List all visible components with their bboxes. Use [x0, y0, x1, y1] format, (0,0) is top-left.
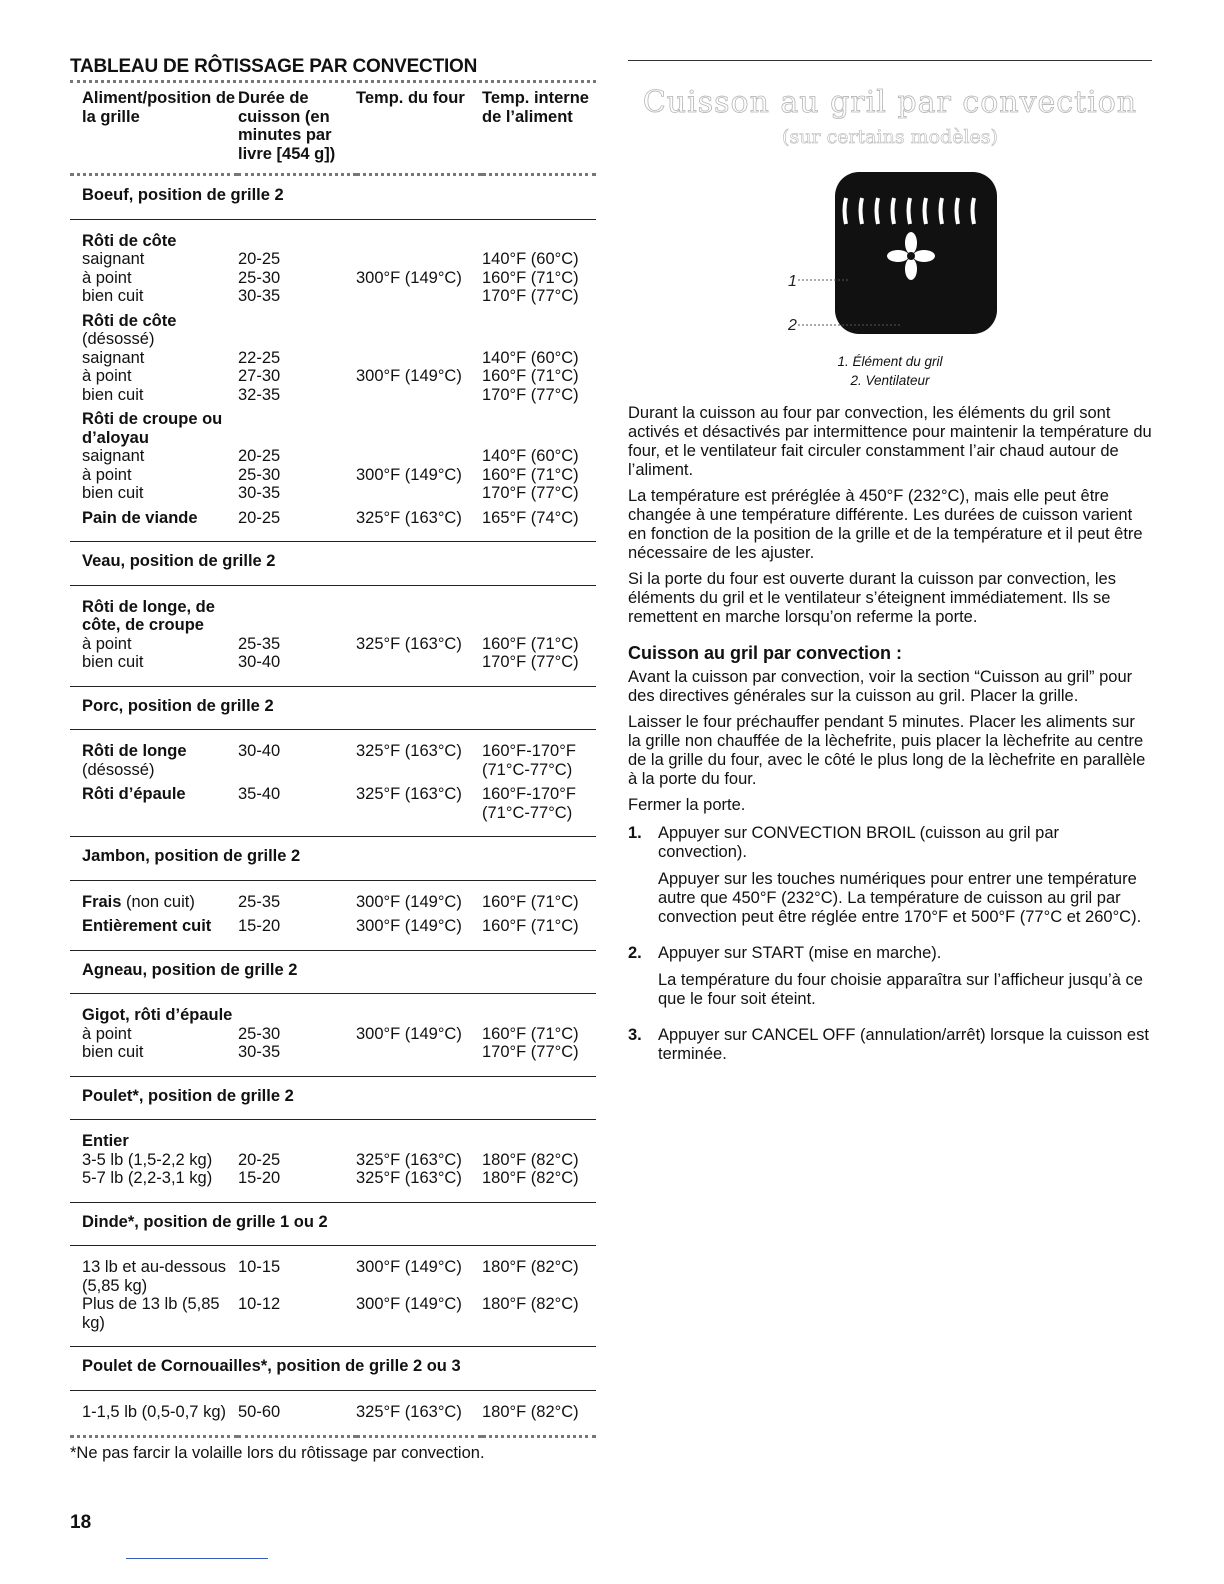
cell-food: Rôti de longe: [82, 742, 187, 760]
cell-cook-time: 10-12: [238, 1295, 356, 1347]
cell-internal-temp: 140°F (60°C): [482, 447, 579, 465]
cell-oven-temp: 325°F (163°C): [356, 785, 462, 803]
section-top-rule: [628, 60, 1152, 61]
cell-cook-time: 25-35: [238, 634, 281, 653]
section-title: Porc, position de grille 2: [70, 686, 596, 730]
cell-cook-time: [238, 330, 356, 349]
cell-oven-temp: 325°F (163°C): [356, 503, 482, 542]
cell-cook-time: 20-25: [238, 447, 281, 465]
cell-food: Rôti de côte: [82, 231, 177, 250]
cell-cook-time: 30-40: [238, 742, 281, 760]
table-row: [70, 1169, 596, 1202]
cell-internal-temp: 170°F (77°C): [482, 653, 596, 686]
table-row: [70, 994, 596, 1025]
cell-internal-temp: 170°F (77°C): [482, 385, 579, 404]
cell-cook-time: [238, 994, 356, 1025]
oven-diagram-svg: [628, 148, 1152, 348]
table-row: [70, 635, 596, 654]
table-row: [70, 779, 596, 804]
table-row: [70, 349, 596, 368]
cell-oven-temp: [356, 447, 482, 466]
table-header-row: [70, 83, 596, 175]
cell-cook-time: 25-30: [238, 1024, 281, 1043]
step-text: Appuyer sur CONVECTION BROIL (cuisson au gril par convection).: [658, 824, 1060, 861]
cell-oven-temp: 300°F (149°C): [356, 268, 462, 287]
cell-cook-time: 30-35: [238, 1043, 356, 1076]
cell-oven-temp: [356, 404, 482, 447]
table-row: [70, 911, 596, 950]
table-section-header: [70, 1347, 596, 1391]
cell-cook-time: [238, 1120, 356, 1151]
convection-broil-section: [628, 60, 1152, 1072]
cell-food: Plus de 13 lb (5,85 kg): [70, 1295, 238, 1347]
table-row: [70, 653, 596, 686]
cell-internal-temp: [482, 585, 596, 635]
cell-cook-time: [238, 585, 356, 635]
cell-food: bien cuit: [82, 385, 144, 404]
cell-cook-time: 20-25: [238, 250, 281, 268]
cell-cook-time: [238, 306, 356, 331]
cell-food: saignant: [82, 250, 145, 268]
cell-oven-temp: [356, 585, 482, 635]
table-row: [70, 269, 596, 288]
table-row: [70, 367, 596, 386]
step-text: Appuyer sur CANCEL OFF (annulation/arrêt) lorsque la cuisson est terminée.: [658, 1026, 1149, 1063]
cell-internal-temp: [482, 994, 596, 1025]
cell-food: bien cuit: [70, 653, 238, 686]
cell-internal-temp: [482, 330, 596, 349]
table-row: [70, 1246, 596, 1296]
cell-food: bien cuit: [82, 287, 144, 305]
table-row: [70, 804, 596, 837]
bottom-rule: [126, 1558, 268, 1559]
cell-food: (désossé): [82, 760, 155, 779]
table-row: [70, 306, 596, 331]
header-internal-temp: Temp. interne de l’aliment: [482, 89, 589, 126]
cell-internal-temp: (71°C-77°C): [482, 760, 573, 779]
step-note: La température du four choisie apparaîtra sur l’afficheur jusqu’à ce que le four soit éteint.: [658, 971, 1143, 1008]
table-row: [70, 219, 596, 250]
table-row: [70, 250, 596, 269]
section-title: Dinde*, position de grille 1 ou 2: [70, 1202, 596, 1246]
table-row: [70, 287, 596, 306]
step-item: [628, 1026, 1152, 1072]
cell-cook-time: 20-25: [238, 503, 356, 542]
cell-oven-temp: [356, 1043, 482, 1076]
table-title: TABLEAU DE RÔTISSAGE PAR CONVECTION: [70, 56, 478, 77]
table-row: [70, 330, 596, 349]
paragraph: La température est préréglée à 450°F (232°C), mais elle peut être changée à une température différente. Les durées de cuisson varient en fonction de la position de la grille et de la température et il peut être nécessaire de les ajuster.: [628, 487, 1143, 562]
step-number: 1.: [628, 824, 642, 842]
cell-internal-temp: 165°F (74°C): [482, 503, 596, 542]
cell-food: 3-5 lb (1,5-2,2 kg): [82, 1150, 213, 1169]
table-section-header: [70, 837, 596, 881]
cell-food: (désossé): [82, 330, 155, 348]
paragraph: Si la porte du four est ouverte durant la cuisson par convection, les éléments du gril et le ventilateur s’éteignent immédiatement. Ils se remettent en marche lorsqu’on referme la porte.: [628, 570, 1116, 626]
oven-diagram: [628, 148, 1152, 348]
cell-oven-temp: 300°F (149°C): [356, 465, 462, 484]
section-title: Cuisson au gril par convection: [642, 85, 1138, 120]
cell-oven-temp: 300°F (149°C): [356, 367, 462, 385]
cell-oven-temp: [356, 761, 482, 780]
cell-cook-time: [238, 404, 356, 447]
step-number: 2.: [628, 944, 642, 962]
table-row: [70, 484, 596, 503]
cell-oven-temp: [356, 1120, 482, 1151]
table-row: [70, 1120, 596, 1151]
cell-oven-temp: 325°F (163°C): [356, 742, 462, 760]
cell-cook-time: 15-20: [238, 911, 356, 950]
cell-internal-temp: 160°F-170°F: [482, 742, 576, 760]
cell-food: à point: [82, 634, 132, 653]
section-title: Agneau, position de grille 2: [70, 950, 596, 994]
table-row: [70, 466, 596, 485]
table-row: [70, 1295, 596, 1347]
cell-oven-temp: [356, 330, 482, 349]
cell-food: Rôti de côte: [82, 311, 177, 330]
table-row: [70, 1025, 596, 1044]
cell-oven-temp: [356, 484, 482, 503]
cell-food: Rôti de longe, de côte, de croupe: [82, 597, 215, 634]
section-subtitle: (sur certains modèles): [782, 126, 998, 148]
table-row: [70, 1390, 596, 1437]
cell-cook-time: 30-35: [238, 287, 281, 305]
cell-internal-temp: 160°F-170°F: [482, 785, 576, 803]
steps-list: [628, 824, 1152, 1072]
cell-cook-time: [238, 219, 356, 250]
cell-oven-temp: 300°F (149°C): [356, 911, 482, 950]
table-section-header: [70, 1076, 596, 1120]
roasting-table: [70, 83, 596, 1438]
cell-internal-temp: [482, 1120, 596, 1151]
cell-internal-temp: 170°F (77°C): [482, 484, 579, 502]
table-row: [70, 880, 596, 911]
page-number: 18: [70, 1512, 92, 1533]
cell-oven-temp: [356, 349, 482, 368]
table-footnote: *Ne pas farcir la volaille lors du rôtissage par convection.: [70, 1444, 485, 1462]
cell-food: Frais (non cuit): [82, 892, 195, 911]
cell-food: 5-7 lb (2,2-3,1 kg): [70, 1169, 238, 1202]
cell-cook-time: 15-20: [238, 1169, 356, 1202]
cell-food: Entièrement cuit: [70, 911, 238, 950]
cell-internal-temp: 180°F (82°C): [482, 1295, 596, 1347]
cell-internal-temp: [482, 306, 596, 331]
table-row: [70, 585, 596, 635]
cell-internal-temp: [482, 404, 596, 447]
figure-captions: [628, 352, 1152, 390]
cell-internal-temp: 180°F (82°C): [482, 1258, 579, 1276]
cell-food: à point: [82, 367, 132, 385]
cell-cook-time: 50-60: [238, 1390, 356, 1437]
cell-food: Gigot, rôti d’épaule: [82, 1006, 233, 1024]
cell-oven-temp: 325°F (163°C): [356, 1169, 482, 1202]
section-title: Poulet de Cornouailles*, position de grille 2 ou 3: [70, 1347, 596, 1391]
cell-oven-temp: [356, 994, 482, 1025]
table-section-header: [70, 175, 596, 220]
cell-oven-temp: 300°F (149°C): [356, 1258, 462, 1276]
cell-cook-time: 20-25: [238, 1150, 281, 1169]
cell-food: Rôti d’épaule: [82, 785, 186, 803]
cell-cook-time: 27-30: [238, 367, 281, 385]
cell-internal-temp: (71°C-77°C): [482, 804, 596, 837]
cell-food: bien cuit: [70, 1043, 238, 1076]
section-title: Boeuf, position de grille 2: [70, 175, 596, 220]
section-title: Jambon, position de grille 2: [70, 837, 596, 881]
cell-internal-temp: 170°F (77°C): [482, 287, 579, 305]
cell-cook-time: [238, 761, 356, 780]
header-oven-temp: Temp. du four: [356, 89, 465, 107]
cell-internal-temp: 160°F (71°C): [482, 634, 579, 653]
cell-oven-temp: [356, 250, 482, 269]
step-number: 3.: [628, 1026, 642, 1044]
step-text: Appuyer sur START (mise en marche).: [658, 944, 942, 962]
cell-oven-temp: 300°F (149°C): [356, 1024, 462, 1043]
cell-internal-temp: 180°F (82°C): [482, 1390, 596, 1437]
cell-internal-temp: 160°F (71°C): [482, 911, 596, 950]
table-row: [70, 1151, 596, 1170]
cell-oven-temp: 325°F (163°C): [356, 634, 462, 653]
cell-oven-temp: 325°F (163°C): [356, 1390, 482, 1437]
cell-internal-temp: 160°F (71°C): [482, 367, 579, 385]
step-item: [628, 944, 1152, 1017]
paragraph: Fermer la porte.: [628, 796, 746, 814]
cell-internal-temp: 160°F (71°C): [482, 465, 579, 484]
cell-food: à point: [82, 268, 132, 287]
table-row: [70, 386, 596, 405]
header-cook-time: Durée de cuisson (en minutes par livre [454 g]): [238, 89, 336, 163]
cell-internal-temp: 140°F (60°C): [482, 348, 579, 367]
caption-fan: 2. Ventilateur: [850, 373, 930, 388]
cell-cook-time: 25-30: [238, 268, 281, 287]
cell-cook-time: 30-40: [238, 653, 356, 686]
table-row: [70, 404, 596, 447]
step-note: Appuyer sur les touches numériques pour entrer une température autre que 450°F (232°C). La température de cuisson au gril par convection peut être réglée entre 170°F et 500°F (77°C et 260°C).: [658, 870, 1142, 926]
table-row: [70, 503, 596, 542]
cell-cook-time: 22-25: [238, 348, 281, 367]
cell-food: saignant: [82, 447, 145, 465]
intro-text: [628, 404, 1152, 627]
cell-cook-time: 30-35: [238, 484, 281, 502]
cell-internal-temp: 180°F (82°C): [482, 1150, 579, 1169]
cell-oven-temp: [356, 653, 482, 686]
section-title: Veau, position de grille 2: [70, 542, 596, 586]
cell-oven-temp: [356, 287, 482, 306]
callout-2-label: 2: [788, 317, 797, 334]
table-row: [70, 730, 596, 761]
callout-1-label: 1: [788, 273, 797, 290]
caption-broil-element: 1. Élément du gril: [837, 354, 943, 369]
subheading: Cuisson au gril par convection :: [628, 643, 903, 663]
paragraph: Avant la cuisson par convection, voir la section “Cuisson au gril” pour des directives générales sur la cuisson au gril. Placer la grille.: [628, 668, 1133, 705]
step-item: [628, 824, 1152, 935]
cell-cook-time: 25-35: [238, 892, 281, 911]
section-title: Poulet*, position de grille 2: [70, 1076, 596, 1120]
roasting-table-panel: [70, 56, 596, 1463]
cell-oven-temp: [356, 386, 482, 405]
cell-oven-temp: [356, 306, 482, 331]
cell-oven-temp: 325°F (163°C): [356, 1150, 462, 1169]
cell-food: bien cuit: [82, 484, 144, 502]
cell-cook-time: 10-15: [238, 1258, 281, 1276]
cell-internal-temp: 180°F (82°C): [482, 1169, 596, 1202]
cell-oven-temp: [356, 219, 482, 250]
cell-oven-temp: [356, 804, 482, 837]
cell-food: Entier: [82, 1132, 129, 1150]
cell-internal-temp: 160°F (71°C): [482, 1024, 579, 1043]
cell-food: [70, 804, 238, 837]
cell-oven-temp: 300°F (149°C): [356, 1295, 482, 1347]
table-section-header: [70, 686, 596, 730]
cell-food: 1-1,5 lb (0,5-0,7 kg): [70, 1390, 238, 1437]
paragraph: Laisser le four préchauffer pendant 5 minutes. Placer les aliments sur la grille non chauffée de la lèchefrite, puis placer la lèchefrite au centre de la grille du four, avec le côté le plus long de la lèchefrite en parallèle à la porte du four.: [628, 713, 1146, 788]
cell-cook-time: [238, 804, 356, 837]
table-section-header: [70, 950, 596, 994]
table-section-header: [70, 542, 596, 586]
cell-cook-time: 25-30: [238, 465, 281, 484]
table-row: [70, 1043, 596, 1076]
cell-internal-temp: 160°F (71°C): [482, 892, 579, 911]
table-row: [70, 447, 596, 466]
cell-internal-temp: 170°F (77°C): [482, 1043, 596, 1076]
paragraph: Durant la cuisson au four par convection, les éléments du gril sont activés et désactivés par intermittence pour maintenir la température du four, et le ventilateur fait circuler constamment l’air chaud autour de l’aliment.: [628, 404, 1152, 479]
cell-internal-temp: 140°F (60°C): [482, 250, 579, 268]
cell-oven-temp: 300°F (149°C): [356, 892, 462, 911]
cell-food: Rôti de croupe ou d’aloyau: [82, 410, 223, 447]
cell-food: 13 lb et au-dessous (5,85 kg): [82, 1258, 227, 1295]
cell-food: saignant: [82, 348, 145, 367]
cell-internal-temp: [482, 219, 596, 250]
cell-food: à point: [82, 465, 132, 484]
table-section-header: [70, 1202, 596, 1246]
cell-internal-temp: 160°F (71°C): [482, 268, 579, 287]
header-food-position: Aliment/position de la grille: [82, 89, 236, 126]
cell-cook-time: 35-40: [238, 785, 281, 803]
cell-cook-time: 32-35: [238, 385, 281, 404]
table-row: [70, 761, 596, 780]
cell-food: à point: [82, 1024, 132, 1043]
cell-food: Pain de viande: [70, 503, 238, 542]
